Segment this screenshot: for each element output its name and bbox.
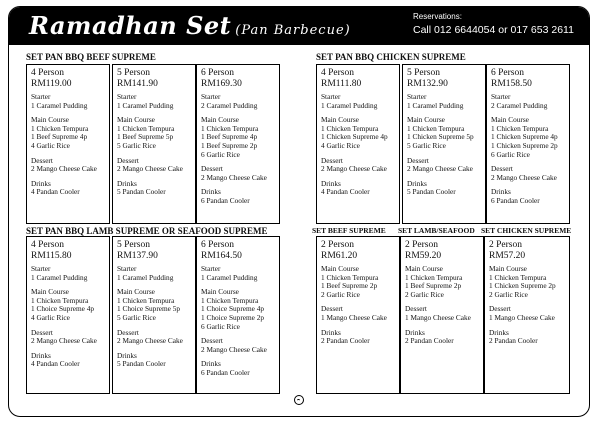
- person-count: 4 Person: [31, 68, 64, 78]
- menu-line: 6 Garlic Rice: [491, 149, 530, 159]
- menu-line: Drinks: [491, 187, 511, 197]
- menu-set-card: [400, 236, 484, 394]
- section-title: SET PAN BBQ LAMB SUPREME OR SEAFOOD SUPREME: [26, 226, 268, 236]
- menu-line: Main Course: [31, 287, 69, 297]
- menu-subtitle: (Pan Barbecue): [235, 23, 351, 38]
- menu-line: 2 Caramel Pudding: [491, 100, 548, 110]
- menu-line: 2 Mango Cheese Cake: [117, 164, 183, 174]
- menu-line: 1 Chicken Tempura: [117, 295, 175, 305]
- set-price: RM158.50: [491, 78, 532, 89]
- menu-line: 1 Chicken Tempura: [405, 272, 463, 282]
- menu-line: Dessert: [117, 327, 139, 337]
- menu-line: Dessert: [491, 164, 513, 174]
- menu-line: Main Course: [489, 264, 527, 273]
- menu-line: 4 Pandan Cooler: [321, 187, 370, 197]
- menu-line: 4 Pandan Cooler: [31, 359, 80, 369]
- menu-line: 1 Chicken Tempura: [407, 123, 465, 133]
- menu-line: 2 Mango Cheese Cake: [201, 344, 267, 354]
- menu-line: 1 Mango Cheese Cake: [489, 312, 555, 322]
- menu-line: 5 Pandan Cooler: [117, 359, 166, 369]
- menu-set-card: [402, 64, 486, 224]
- menu-line: Dessert: [117, 155, 139, 165]
- reservations-label: Reservations:: [413, 12, 462, 21]
- menu-line: 1 Beef Supreme 2p: [405, 281, 462, 291]
- menu-set-card: [316, 64, 400, 224]
- menu-line: 4 Garlic Rice: [31, 140, 70, 150]
- menu-line: Drinks: [201, 359, 221, 369]
- menu-line: 1 Caramel Pudding: [31, 272, 88, 282]
- set-price: RM132.90: [407, 78, 448, 89]
- menu-line: Drinks: [407, 178, 427, 188]
- menu-line: 5 Pandan Cooler: [407, 187, 456, 197]
- menu-line: Dessert: [407, 155, 429, 165]
- menu-line: 1 Chicken Supreme 5p: [407, 132, 474, 142]
- menu-line: Dessert: [489, 304, 511, 314]
- menu-line: 1 Beef Supreme 2p: [321, 281, 378, 291]
- section-title: SET BEEF SUPREME: [312, 226, 386, 235]
- menu-line: 4 Garlic Rice: [31, 312, 70, 322]
- menu-line: Drinks: [117, 350, 137, 360]
- menu-line: 1 Mango Cheese Cake: [405, 312, 471, 322]
- menu-line: 5 Pandan Cooler: [117, 187, 166, 197]
- menu-line: Drinks: [201, 187, 221, 197]
- menu-line: 1 Caramel Pudding: [117, 272, 174, 282]
- header-bar: [9, 7, 589, 45]
- menu-line: Main Course: [117, 115, 155, 125]
- menu-line: 2 Mango Cheese Cake: [407, 164, 473, 174]
- menu-line: 2 Pandan Cooler: [489, 336, 538, 346]
- section-title: SET PAN BBQ BEEF SUPREME: [26, 52, 156, 62]
- menu-line: 1 Beef Supreme 2p: [201, 140, 258, 150]
- person-count: 4 Person: [31, 240, 64, 250]
- person-count: 6 Person: [491, 68, 524, 78]
- set-price: RM115.80: [31, 250, 72, 261]
- menu-line: Starter: [201, 264, 221, 273]
- menu-set-card: [26, 64, 110, 224]
- menu-line: 1 Choice Supreme 5p: [117, 304, 181, 314]
- menu-line: 1 Chicken Tempura: [201, 295, 259, 305]
- menu-line: 1 Chicken Tempura: [201, 123, 259, 133]
- section-title: SET PAN BBQ CHICKEN SUPREME: [316, 52, 466, 62]
- menu-line: 1 Chicken Tempura: [31, 295, 89, 305]
- menu-line: 2 Mango Cheese Cake: [31, 164, 97, 174]
- menu-line: 1 Caramel Pudding: [201, 272, 258, 282]
- menu-line: 1 Caramel Pudding: [117, 100, 174, 110]
- menu-line: 1 Chicken Tempura: [321, 123, 379, 133]
- reservation-phone: Call 012 6644054 or 017 653 2611: [413, 24, 574, 36]
- menu-line: 2 Mango Cheese Cake: [491, 172, 557, 182]
- menu-title: Ramadhan Set (Pan Barbecue): [29, 11, 351, 40]
- set-price: RM169.30: [201, 78, 242, 89]
- set-price: RM111.80: [321, 78, 362, 89]
- menu-line: 1 Chicken Tempura: [321, 272, 379, 282]
- menu-line: 1 Chicken Tempura: [489, 272, 547, 282]
- menu-set-card: [196, 236, 280, 394]
- menu-line: Dessert: [31, 155, 53, 165]
- section-title: SET CHICKEN SUPREME: [481, 226, 572, 235]
- set-price: RM141.90: [117, 78, 158, 89]
- menu-line: Dessert: [31, 327, 53, 337]
- menu-line: 2 Mango Cheese Cake: [321, 164, 387, 174]
- menu-line: 2 Garlic Rice: [321, 289, 360, 299]
- menu-line: Drinks: [117, 178, 137, 188]
- person-count: 5 Person: [407, 68, 440, 78]
- menu-line: 6 Pandan Cooler: [201, 195, 250, 205]
- menu-line: Starter: [117, 92, 137, 101]
- person-count: 2 Person: [321, 240, 354, 250]
- menu-line: 1 Chicken Tempura: [31, 123, 89, 133]
- menu-line: 1 Choice Supreme 4p: [201, 304, 265, 314]
- menu-line: Drinks: [321, 327, 341, 337]
- menu-line: 2 Garlic Rice: [489, 289, 528, 299]
- menu-line: Drinks: [31, 350, 51, 360]
- menu-set-card: [112, 236, 196, 394]
- menu-set-card: [486, 64, 570, 224]
- menu-line: 4 Pandan Cooler: [31, 187, 80, 197]
- menu-set-card: [112, 64, 196, 224]
- menu-line: 6 Pandan Cooler: [201, 367, 250, 377]
- person-count: 2 Person: [489, 240, 522, 250]
- person-count: 4 Person: [321, 68, 354, 78]
- menu-line: Dessert: [405, 304, 427, 314]
- set-price: RM61.20: [321, 250, 358, 261]
- menu-line: Main Course: [201, 115, 239, 125]
- menu-line: Dessert: [201, 164, 223, 174]
- menu-set-card: [316, 236, 400, 394]
- menu-line: 2 Pandan Cooler: [321, 336, 370, 346]
- menu-line: 1 Choice Supreme 4p: [31, 304, 95, 314]
- menu-line: Starter: [31, 264, 51, 273]
- menu-line: 2 Caramel Pudding: [201, 100, 258, 110]
- menu-line: 5 Garlic Rice: [117, 140, 156, 150]
- menu-line: 1 Beef Supreme 5p: [117, 132, 174, 142]
- menu-line: Drinks: [489, 327, 509, 337]
- menu-line: Starter: [407, 92, 427, 101]
- menu-line: 1 Chicken Supreme 2p: [489, 281, 556, 291]
- menu-line: 1 Chicken Tempura: [117, 123, 175, 133]
- menu-line: 1 Chicken Supreme 4p: [321, 132, 388, 142]
- menu-line: 1 Chicken Supreme 2p: [491, 140, 558, 150]
- set-price: RM57.20: [489, 250, 526, 261]
- menu-line: Drinks: [31, 178, 51, 188]
- menu-line: 1 Mango Cheese Cake: [321, 312, 387, 322]
- menu-line: Main Course: [321, 115, 359, 125]
- menu-line: 6 Pandan Cooler: [491, 195, 540, 205]
- set-price: RM137.90: [117, 250, 158, 261]
- menu-line: Starter: [321, 92, 341, 101]
- menu-line: Dessert: [321, 304, 343, 314]
- menu-set-card: [196, 64, 280, 224]
- menu-line: 1 Choice Supreme 2p: [201, 312, 265, 322]
- set-price: RM164.50: [201, 250, 242, 261]
- brand-logo-icon: [294, 395, 304, 405]
- menu-line: Starter: [31, 92, 51, 101]
- menu-line: Starter: [201, 92, 221, 101]
- menu-line: 1 Caramel Pudding: [321, 100, 378, 110]
- menu-line: 2 Pandan Cooler: [405, 336, 454, 346]
- person-count: 6 Person: [201, 240, 234, 250]
- person-count: 5 Person: [117, 68, 150, 78]
- menu-line: Main Course: [201, 287, 239, 297]
- menu-line: 6 Garlic Rice: [201, 321, 240, 331]
- menu-line: Main Course: [117, 287, 155, 297]
- menu-line: Main Course: [407, 115, 445, 125]
- menu-line: 2 Garlic Rice: [405, 289, 444, 299]
- menu-line: Main Course: [321, 264, 359, 273]
- menu-line: Starter: [491, 92, 511, 101]
- menu-line: 1 Beef Supreme 4p: [201, 132, 258, 142]
- menu-line: Starter: [117, 264, 137, 273]
- section-title: SET LAMB/SEAFOOD: [398, 226, 475, 235]
- menu-line: 1 Caramel Pudding: [31, 100, 88, 110]
- person-count: 5 Person: [117, 240, 150, 250]
- menu-line: Main Course: [31, 115, 69, 125]
- menu-line: Drinks: [321, 178, 341, 188]
- menu-line: 6 Garlic Rice: [201, 149, 240, 159]
- person-count: 2 Person: [405, 240, 438, 250]
- menu-set-card: [484, 236, 570, 394]
- menu-line: Dessert: [201, 336, 223, 346]
- menu-line: 1 Chicken Supreme 4p: [491, 132, 558, 142]
- menu-line: 1 Caramel Pudding: [407, 100, 464, 110]
- menu-line: 2 Mango Cheese Cake: [201, 172, 267, 182]
- menu-line: Main Course: [405, 264, 443, 273]
- menu-line: 1 Beef Supreme 4p: [31, 132, 88, 142]
- menu-line: 5 Garlic Rice: [407, 140, 446, 150]
- set-price: RM119.00: [31, 78, 72, 89]
- menu-line: Dessert: [321, 155, 343, 165]
- menu-line: 1 Chicken Tempura: [491, 123, 549, 133]
- menu-line: Drinks: [405, 327, 425, 337]
- menu-line: 2 Mango Cheese Cake: [31, 336, 97, 346]
- menu-line: 4 Garlic Rice: [321, 140, 360, 150]
- menu-set-card: [26, 236, 110, 394]
- menu-line: Main Course: [491, 115, 529, 125]
- person-count: 6 Person: [201, 68, 234, 78]
- menu-line: 2 Mango Cheese Cake: [117, 336, 183, 346]
- set-price: RM59.20: [405, 250, 442, 261]
- menu-line: 5 Garlic Rice: [117, 312, 156, 322]
